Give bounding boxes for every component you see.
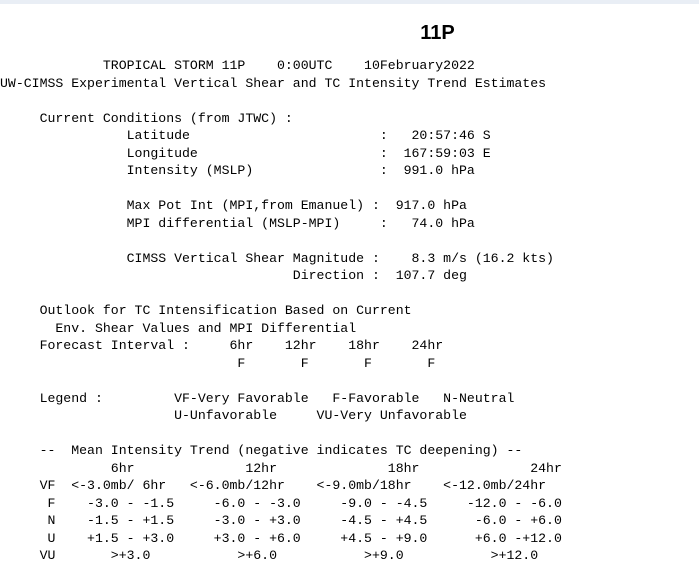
trend-column-headers: 6hr 12hr 18hr 24hr [0,460,562,476]
trend-row-vu: VU >+3.0 >+6.0 >+9.0 >+12.0 [0,548,539,563]
bulletin-text [0,57,562,565]
outlook-line-1: Outlook for TC Intensification Based on Current [0,303,412,318]
longitude-line: Longitude : 167:59:03 E [0,145,491,161]
trend-row-n: N -1.5 - +1.5 -3.0 - +3.0 -4.5 - +4.5 -6.0 - +6.0 [0,513,562,528]
trend-row-f: F -3.0 - -1.5 -6.0 - -3.0 -9.0 - -4.5 -12.0 - -6.0 [0,495,562,511]
mpi-line: Max Pot Int (MPI,from Emanuel) : 917.0 hPa [0,198,467,213]
shear-direction-line: Direction : 107.7 deg [0,268,467,283]
legend-line-1: Legend : VF-Very Favorable F-Favorable N-Neutral [0,390,515,406]
trend-row-vf: VF <-3.0mb/ 6hr <-6.0mb/12hr <-9.0mb/18hr <-12.0mb/24hr [0,478,547,493]
forecast-interval-header: Forecast Interval : 6hr 12hr 18hr 24hr [0,338,444,353]
current-conditions-heading: Current Conditions (from JTWC) : [0,110,293,126]
top-divider [0,0,699,4]
header-line-product: UW-CIMSS Experimental Vertical Shear and TC Intensity Trend Estimates [0,75,547,91]
shear-magnitude-line: CIMSS Vertical Shear Magnitude : 8.3 m/s (16.2 kts) [0,250,554,266]
trend-heading: -- Mean Intensity Trend (negative indicates TC deepening) -- [0,443,523,458]
forecast-interval-values: F F F F [0,355,436,371]
mpi-differential-line: MPI differential (MSLP-MPI) : 74.0 hPa [0,215,475,231]
trend-row-u: U +1.5 - +3.0 +3.0 - +6.0 +4.5 - +9.0 +6.0 -+12.0 [0,530,562,546]
storm-code-title: 11P [420,22,455,44]
header-line-storm: TROPICAL STORM 11P 0:00UTC 10February2022 [0,58,475,73]
legend-line-2: U-Unfavorable VU-Very Unfavorable [0,408,467,423]
intensity-line: Intensity (MSLP) : 991.0 hPa [0,163,475,178]
outlook-line-2: Env. Shear Values and MPI Differential [0,320,357,336]
latitude-line: Latitude : 20:57:46 S [0,128,491,143]
